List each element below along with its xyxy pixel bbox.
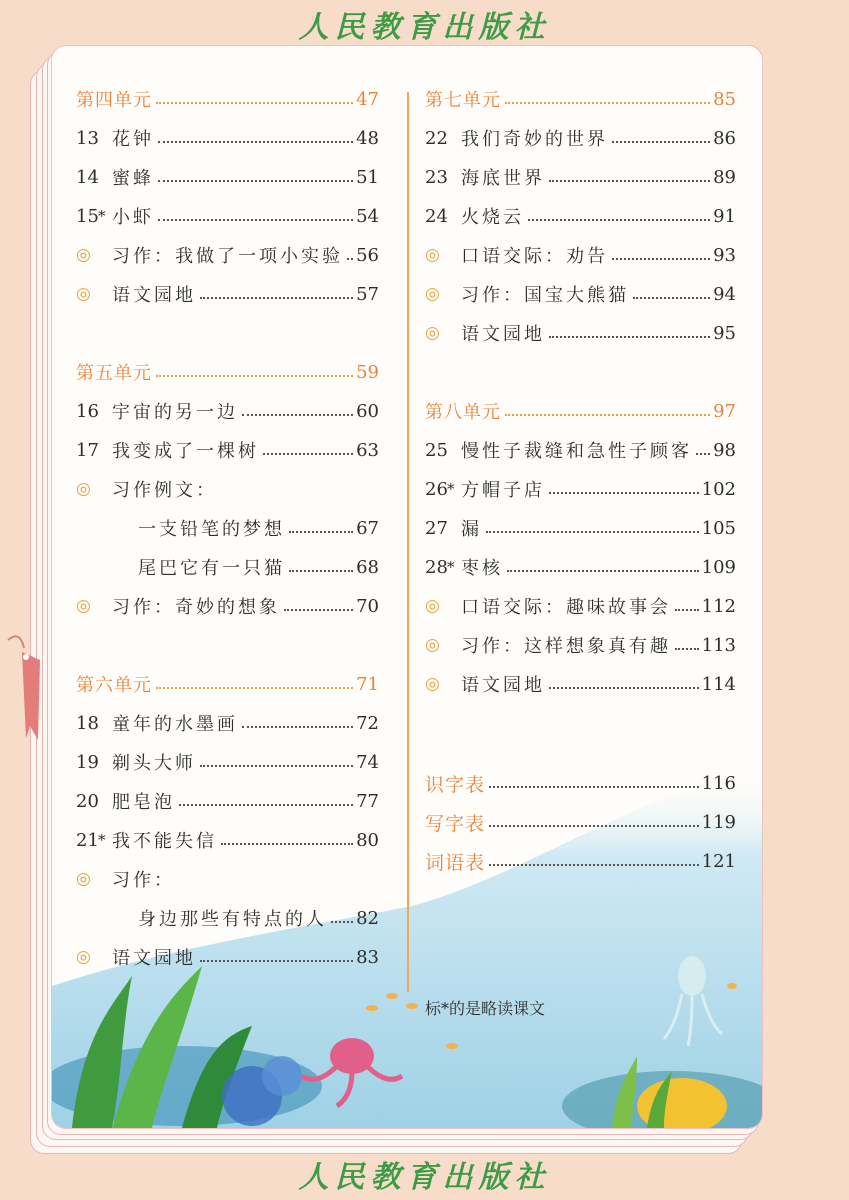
page-number: 71 bbox=[356, 673, 379, 695]
page-number: 70 bbox=[356, 595, 379, 617]
entry-title: 语文园地 bbox=[461, 675, 545, 696]
page-number: 113 bbox=[701, 634, 736, 656]
page-number: 56 bbox=[356, 244, 379, 266]
lesson-number: 14 bbox=[76, 166, 99, 188]
page-number: 77 bbox=[356, 790, 379, 812]
page-number: 51 bbox=[356, 166, 379, 188]
entry-title: 肥皂泡 bbox=[112, 792, 175, 813]
dot-leader bbox=[633, 297, 710, 299]
toc-entry[interactable] bbox=[76, 474, 379, 504]
dot-leader bbox=[156, 102, 353, 104]
lesson-number: 26 bbox=[425, 478, 448, 500]
circle-bullet-icon: ◎ bbox=[76, 245, 91, 265]
dot-leader bbox=[200, 765, 353, 767]
page-number: 112 bbox=[701, 595, 736, 617]
lesson-number: 18 bbox=[76, 712, 99, 734]
toc-unit-heading[interactable] bbox=[76, 84, 379, 114]
entry-title: 口语交际：劝告 bbox=[461, 246, 608, 267]
lesson-number: 25 bbox=[425, 439, 448, 461]
entry-title: 一支铅笔的梦想 bbox=[138, 519, 285, 540]
dot-leader bbox=[200, 960, 353, 962]
dot-leader bbox=[612, 258, 710, 260]
entry-title: 尾巴它有一只猫 bbox=[138, 558, 285, 579]
page-number: 63 bbox=[356, 439, 379, 461]
page-number: 54 bbox=[356, 205, 379, 227]
toc-entry[interactable] bbox=[425, 279, 736, 309]
entry-title: 识字表 bbox=[425, 773, 486, 796]
dot-leader bbox=[158, 141, 353, 143]
circle-bullet-icon: ◎ bbox=[425, 323, 440, 343]
page-number: 74 bbox=[356, 751, 379, 773]
circle-bullet-icon: ◎ bbox=[425, 245, 440, 265]
dot-leader bbox=[549, 180, 710, 182]
page-number: 83 bbox=[356, 946, 379, 968]
entry-title: 词语表 bbox=[425, 851, 486, 874]
dot-leader bbox=[179, 804, 353, 806]
toc-unit-heading[interactable] bbox=[76, 357, 379, 387]
page-number: 93 bbox=[713, 244, 736, 266]
page-number: 48 bbox=[356, 127, 379, 149]
dot-leader bbox=[675, 648, 699, 650]
toc-appendix-entry[interactable] bbox=[425, 846, 736, 876]
entry-title: 语文园地 bbox=[112, 948, 196, 969]
toc-entry[interactable] bbox=[425, 474, 736, 504]
page-number: 94 bbox=[713, 283, 736, 305]
dot-leader bbox=[331, 921, 353, 923]
bookmark-tag bbox=[0, 630, 50, 750]
dot-leader bbox=[507, 570, 699, 572]
entry-title: 漏 bbox=[461, 519, 482, 540]
lesson-number: 20 bbox=[76, 790, 99, 812]
entry-title: 我不能失信 bbox=[112, 831, 217, 852]
dot-leader bbox=[549, 492, 699, 494]
toc-entry[interactable] bbox=[76, 279, 379, 309]
toc-entry[interactable] bbox=[76, 825, 379, 855]
lesson-number: 15 bbox=[76, 205, 99, 227]
entry-title: 我们奇妙的世界 bbox=[461, 129, 608, 150]
dot-leader bbox=[675, 609, 699, 611]
page-number: 60 bbox=[356, 400, 379, 422]
entry-title: 宇宙的另一边 bbox=[112, 402, 238, 423]
entry-title: 枣核 bbox=[461, 558, 503, 579]
toc-appendix-entry[interactable] bbox=[425, 807, 736, 837]
toc-entry[interactable] bbox=[76, 786, 379, 816]
entry-title: 习作例文： bbox=[112, 480, 217, 501]
lesson-number: 21 bbox=[76, 829, 99, 851]
lesson-number: 24 bbox=[425, 205, 448, 227]
circle-bullet-icon: ◎ bbox=[76, 596, 91, 616]
entry-title: 写字表 bbox=[425, 812, 486, 835]
toc-entry[interactable] bbox=[76, 591, 379, 621]
toc-entry[interactable] bbox=[76, 903, 379, 933]
toc-entry[interactable] bbox=[425, 669, 736, 699]
page-number: 97 bbox=[713, 400, 736, 422]
dot-leader bbox=[489, 864, 699, 866]
dot-leader bbox=[612, 141, 710, 143]
entry-title: 习作： bbox=[112, 870, 175, 891]
toc-entry[interactable] bbox=[76, 942, 379, 972]
circle-bullet-icon: ◎ bbox=[76, 284, 91, 304]
entry-title: 剃头大师 bbox=[112, 753, 196, 774]
entry-title: 习作：国宝大熊猫 bbox=[461, 285, 629, 306]
dot-leader bbox=[284, 609, 353, 611]
dot-leader bbox=[549, 336, 710, 338]
page-number: 85 bbox=[713, 88, 736, 110]
page-number: 72 bbox=[356, 712, 379, 734]
page-number: 67 bbox=[356, 517, 379, 539]
page-number: 116 bbox=[701, 772, 736, 794]
toc-entry[interactable] bbox=[76, 396, 379, 426]
page-number: 109 bbox=[701, 556, 736, 578]
toc-entry[interactable] bbox=[425, 435, 736, 465]
toc-entry[interactable] bbox=[76, 123, 379, 153]
page-number: 59 bbox=[356, 361, 379, 383]
dot-leader bbox=[486, 531, 699, 533]
toc-entry[interactable] bbox=[425, 201, 736, 231]
circle-bullet-icon: ◎ bbox=[425, 284, 440, 304]
toc-entry[interactable] bbox=[425, 318, 736, 348]
entry-title: 习作：奇妙的想象 bbox=[112, 597, 280, 618]
page-number: 82 bbox=[356, 907, 379, 929]
dot-leader bbox=[263, 453, 353, 455]
entry-title: 火烧云 bbox=[461, 207, 524, 228]
circle-bullet-icon: ◎ bbox=[425, 596, 440, 616]
page-number: 91 bbox=[713, 205, 736, 227]
lesson-number: 22 bbox=[425, 127, 448, 149]
entry-title: 第八单元 bbox=[425, 402, 501, 423]
dot-leader bbox=[200, 297, 353, 299]
entry-title: 第五单元 bbox=[76, 363, 152, 384]
toc-entry[interactable] bbox=[76, 162, 379, 192]
entry-title: 童年的水墨画 bbox=[112, 714, 238, 735]
dot-leader bbox=[242, 414, 353, 416]
entry-title: 第六单元 bbox=[76, 675, 152, 696]
toc-entry[interactable] bbox=[425, 240, 736, 270]
dot-leader bbox=[156, 687, 353, 689]
entry-title: 第七单元 bbox=[425, 90, 501, 111]
skim-reading-star: * bbox=[98, 207, 106, 225]
page-number: 95 bbox=[713, 322, 736, 344]
dot-leader bbox=[156, 375, 353, 377]
page-number: 57 bbox=[356, 283, 379, 305]
skim-reading-star: * bbox=[447, 558, 455, 576]
page-number: 68 bbox=[356, 556, 379, 578]
page-number: 98 bbox=[713, 439, 736, 461]
dot-leader bbox=[696, 453, 710, 455]
toc-entry[interactable] bbox=[425, 591, 736, 621]
toc-entry[interactable] bbox=[425, 630, 736, 660]
lesson-number: 19 bbox=[76, 751, 99, 773]
toc-entry[interactable] bbox=[76, 435, 379, 465]
entry-title: 习作：我做了一项小实验 bbox=[112, 246, 343, 267]
entry-title: 语文园地 bbox=[112, 285, 196, 306]
dot-leader bbox=[221, 843, 353, 845]
toc-entry[interactable] bbox=[425, 123, 736, 153]
circle-bullet-icon: ◎ bbox=[425, 635, 440, 655]
toc-entry[interactable] bbox=[76, 240, 379, 270]
toc-entry[interactable] bbox=[76, 747, 379, 777]
toc-entry[interactable] bbox=[76, 552, 379, 582]
entry-title: 海底世界 bbox=[461, 168, 545, 189]
dot-leader bbox=[289, 531, 353, 533]
entry-title: 方帽子店 bbox=[461, 480, 545, 501]
toc-unit-heading[interactable] bbox=[425, 84, 736, 114]
page-number: 114 bbox=[701, 673, 736, 695]
page-number: 89 bbox=[713, 166, 736, 188]
page-number: 47 bbox=[356, 88, 379, 110]
toc-entry[interactable] bbox=[425, 162, 736, 192]
entry-title: 身边那些有特点的人 bbox=[138, 909, 327, 930]
dot-leader bbox=[505, 102, 710, 104]
dot-leader bbox=[158, 219, 353, 221]
dot-leader bbox=[549, 687, 699, 689]
toc-appendix-entry[interactable] bbox=[425, 768, 736, 798]
entry-title: 第四单元 bbox=[76, 90, 152, 111]
page-number: 119 bbox=[701, 811, 736, 833]
page-number: 86 bbox=[713, 127, 736, 149]
toc-entry[interactable] bbox=[76, 513, 379, 543]
circle-bullet-icon: ◎ bbox=[76, 869, 91, 889]
page-number: 102 bbox=[701, 478, 736, 500]
dot-leader bbox=[242, 726, 353, 728]
publisher-footer: 人民教育出版社 bbox=[298, 1160, 551, 1195]
lesson-number: 16 bbox=[76, 400, 99, 422]
toc-unit-heading[interactable] bbox=[76, 669, 379, 699]
lesson-number: 23 bbox=[425, 166, 448, 188]
entry-title: 小虾 bbox=[112, 207, 154, 228]
page-number: 105 bbox=[701, 517, 736, 539]
toc-unit-heading[interactable] bbox=[425, 396, 736, 426]
dot-leader bbox=[489, 825, 699, 827]
toc-entry[interactable] bbox=[425, 513, 736, 543]
entry-title: 我变成了一棵树 bbox=[112, 441, 259, 462]
dot-leader bbox=[505, 414, 710, 416]
publisher-header: 人民教育出版社 bbox=[298, 10, 551, 45]
lesson-number: 27 bbox=[425, 517, 448, 539]
lesson-number: 28 bbox=[425, 556, 448, 578]
toc-entry[interactable] bbox=[76, 864, 379, 894]
entry-title: 花钟 bbox=[112, 129, 154, 150]
entry-title: 慢性子裁缝和急性子顾客 bbox=[461, 441, 692, 462]
skim-reading-star: * bbox=[447, 480, 455, 498]
page-number: 80 bbox=[356, 829, 379, 851]
dot-leader bbox=[158, 180, 353, 182]
lesson-number: 17 bbox=[76, 439, 99, 461]
lesson-number: 13 bbox=[76, 127, 99, 149]
dot-leader bbox=[347, 258, 353, 260]
column-divider bbox=[407, 92, 409, 992]
entry-title: 语文园地 bbox=[461, 324, 545, 345]
circle-bullet-icon: ◎ bbox=[76, 479, 91, 499]
circle-bullet-icon: ◎ bbox=[76, 947, 91, 967]
footnote: 标*的是略读课文 bbox=[425, 999, 546, 1018]
toc-entry[interactable] bbox=[425, 552, 736, 582]
page-number: 121 bbox=[701, 850, 736, 872]
dot-leader bbox=[528, 219, 710, 221]
toc-page bbox=[52, 46, 762, 1128]
circle-bullet-icon: ◎ bbox=[425, 674, 440, 694]
skim-reading-star: * bbox=[98, 831, 106, 849]
dot-leader bbox=[489, 786, 699, 788]
entry-title: 口语交际：趣味故事会 bbox=[461, 597, 671, 618]
toc-entry[interactable] bbox=[76, 708, 379, 738]
toc-entry[interactable] bbox=[76, 201, 379, 231]
dot-leader bbox=[289, 570, 353, 572]
entry-title: 蜜蜂 bbox=[112, 168, 154, 189]
entry-title: 习作：这样想象真有趣 bbox=[461, 636, 671, 657]
